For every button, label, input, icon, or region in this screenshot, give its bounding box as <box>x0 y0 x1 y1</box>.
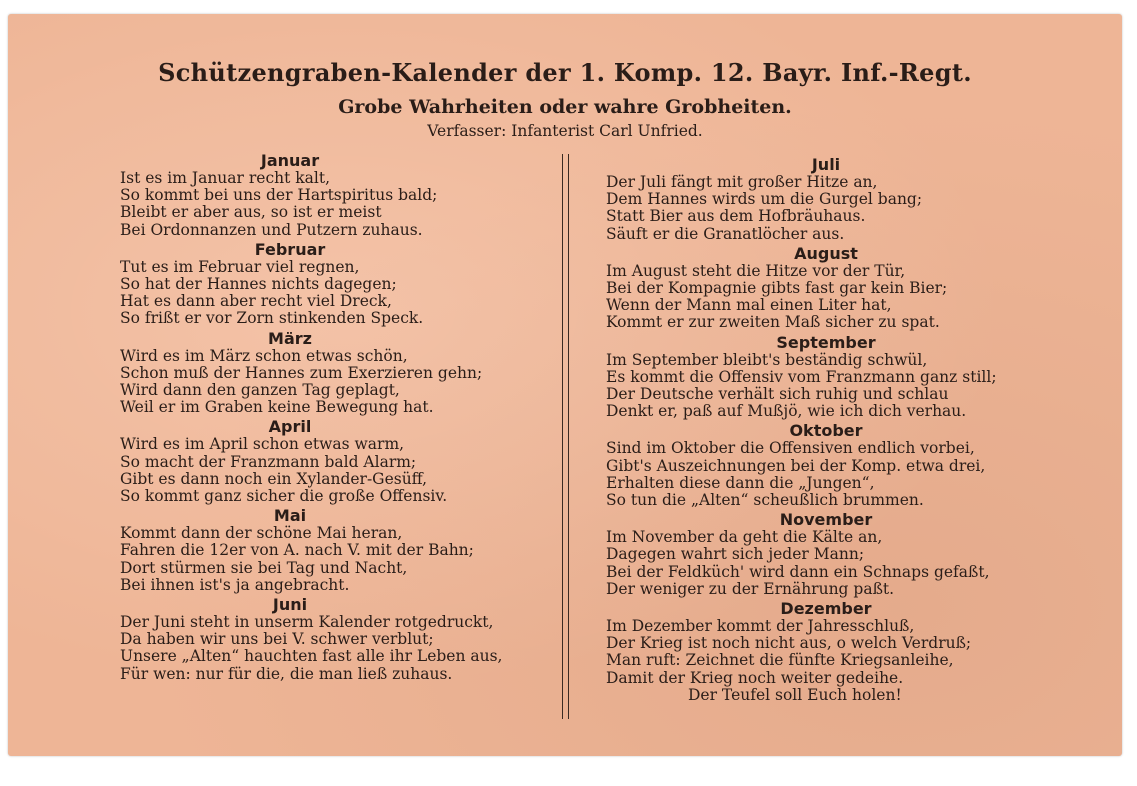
calendar-card <box>8 14 1122 756</box>
verse-line: Ist es im Januar recht kalt, <box>120 169 331 187</box>
verse-line: Statt Bier aus dem Hofbräuhaus. <box>606 207 866 226</box>
verse-line: Der Juni steht in unserm Kalender rotgedruckt, <box>120 613 494 632</box>
month-heading: Dezember <box>780 599 872 619</box>
month-heading: Oktober <box>789 421 863 441</box>
closing-line: Der Teufel soll Euch holen! <box>688 685 902 704</box>
verse-line: Wird dann den ganzen Tag geplagt, <box>120 381 400 400</box>
verse-line: So macht der Franzmann bald Alarm; <box>120 452 417 471</box>
verse-line: Im November da geht die Kälte an, <box>606 528 883 547</box>
right-column <box>606 154 1046 704</box>
verse-line: Für wen: nur für die, die man ließ zuhaus. <box>120 664 453 683</box>
verse-line: Wird es im März schon etwas schön, <box>120 346 408 365</box>
verse-line: So hat der Hannes nichts dagegen; <box>120 275 397 294</box>
verse-line: Bei der Feldküch' wird dann ein Schnaps gefaßt, <box>606 562 990 581</box>
verse-line: Bei der Kompagnie gibts fast gar kein Bier; <box>606 279 948 298</box>
verse-line: Im Dezember kommt der Jahresschluß, <box>606 617 915 636</box>
verse-line: Kommt dann der schöne Mai heran, <box>120 524 403 543</box>
verse-line: So kommt bei uns der Hartspiritus bald; <box>120 186 438 205</box>
verse-line: Der weniger zu der Ernährung paßt. <box>606 579 895 598</box>
verse-line: Wenn der Mann mal einen Liter hat, <box>606 296 892 315</box>
verse-line: Sind im Oktober die Offensiven endlich vorbei, <box>606 439 975 458</box>
verse-line: Fahren die 12er von A. nach V. mit der Bahn; <box>120 541 474 560</box>
month-heading: Mai <box>273 506 307 526</box>
month-heading: August <box>794 243 858 263</box>
verse-line: Schon muß der Hannes zum Exerzieren gehn; <box>120 363 483 382</box>
verse-line: Im September bleibt's beständig schwül, <box>606 350 928 369</box>
verse-line: Dem Hannes wirds um die Gurgel bang; <box>606 190 923 209</box>
month-heading: September <box>776 332 876 352</box>
verse-line: Der Deutsche verhält sich ruhig und schlau <box>606 385 949 404</box>
column-divider <box>562 154 569 719</box>
verse-line: Im August steht die Hitze vor der Tür, <box>606 261 906 280</box>
verse-line: Bleibt er aber aus, so ist er meist <box>120 203 382 222</box>
verse-line: Kommt er zur zweiten Maß sicher zu spat. <box>606 313 940 332</box>
month-heading: Juli <box>811 155 841 174</box>
verse-line: Es kommt die Offensiv vom Franzmann ganz still; <box>606 367 997 386</box>
left-column <box>120 150 560 683</box>
verse-line: Unsere „Alten“ hauchten fast alle ihr Leben aus, <box>120 647 503 666</box>
verse-line: Da haben wir uns bei V. schwer verblut; <box>120 630 434 649</box>
verse-line: Damit der Krieg noch weiter gedeihe. <box>606 668 904 687</box>
verse-line: Dort stürmen sie bei Tag und Nacht, <box>120 558 408 577</box>
month-heading: März <box>268 328 312 348</box>
verse-line: Gibt's Auszeichnungen bei der Komp. etwa drei, <box>606 456 986 475</box>
month-heading: Januar <box>260 151 320 170</box>
month-heading: November <box>779 510 873 530</box>
verse-line: Säuft er die Granatlöcher aus. <box>606 224 845 243</box>
verse-line: Weil er im Graben keine Bewegung hat. <box>120 398 434 417</box>
verse-line: Gibt es dann noch ein Xylander-Gesüff, <box>120 469 428 488</box>
verse-line: Der Krieg ist noch nicht aus, o welch Verdruß; <box>606 634 972 653</box>
verse-line: Dagegen wahrt sich jeder Mann; <box>606 545 865 564</box>
verse-line: Bei Ordonnanzen und Putzern zuhaus. <box>120 220 423 239</box>
subtitle: Grobe Wahrheiten oder wahre Grobheiten. <box>338 96 792 118</box>
verse-line: Erhalten diese dann die „Jungen“, <box>606 473 875 492</box>
verse-line: Man ruft: Zeichnet die fünfte Kriegsanleihe, <box>606 651 954 670</box>
verse-line: Hat es dann aber recht viel Dreck, <box>120 292 392 311</box>
month-heading: Februar <box>254 239 326 259</box>
verse-line: Der Juli fängt mit großer Hitze an, <box>606 173 878 191</box>
verse-line: Bei ihnen ist's ja angebracht. <box>120 575 350 594</box>
verse-line: Tut es im Februar viel regnen, <box>120 257 360 276</box>
verse-line: So kommt ganz sicher die große Offensiv. <box>120 487 448 506</box>
verse-line: Denkt er, paß auf Mußjö, wie ich dich verhau. <box>606 402 967 421</box>
month-heading: Juni <box>272 595 308 615</box>
verse-line: Wird es im April schon etwas warm, <box>120 435 405 454</box>
author-line: Verfasser: Infanterist Carl Unfried. <box>427 122 703 140</box>
month-heading: April <box>268 417 312 437</box>
verse-line: So frißt er vor Zorn stinkenden Speck. <box>120 309 424 328</box>
verse-line: So tun die „Alten“ scheußlich brummen. <box>606 491 924 510</box>
page-title: Schützengraben-Kalender der 1. Komp. 12. Bayr. Inf.-Regt. <box>158 58 972 87</box>
